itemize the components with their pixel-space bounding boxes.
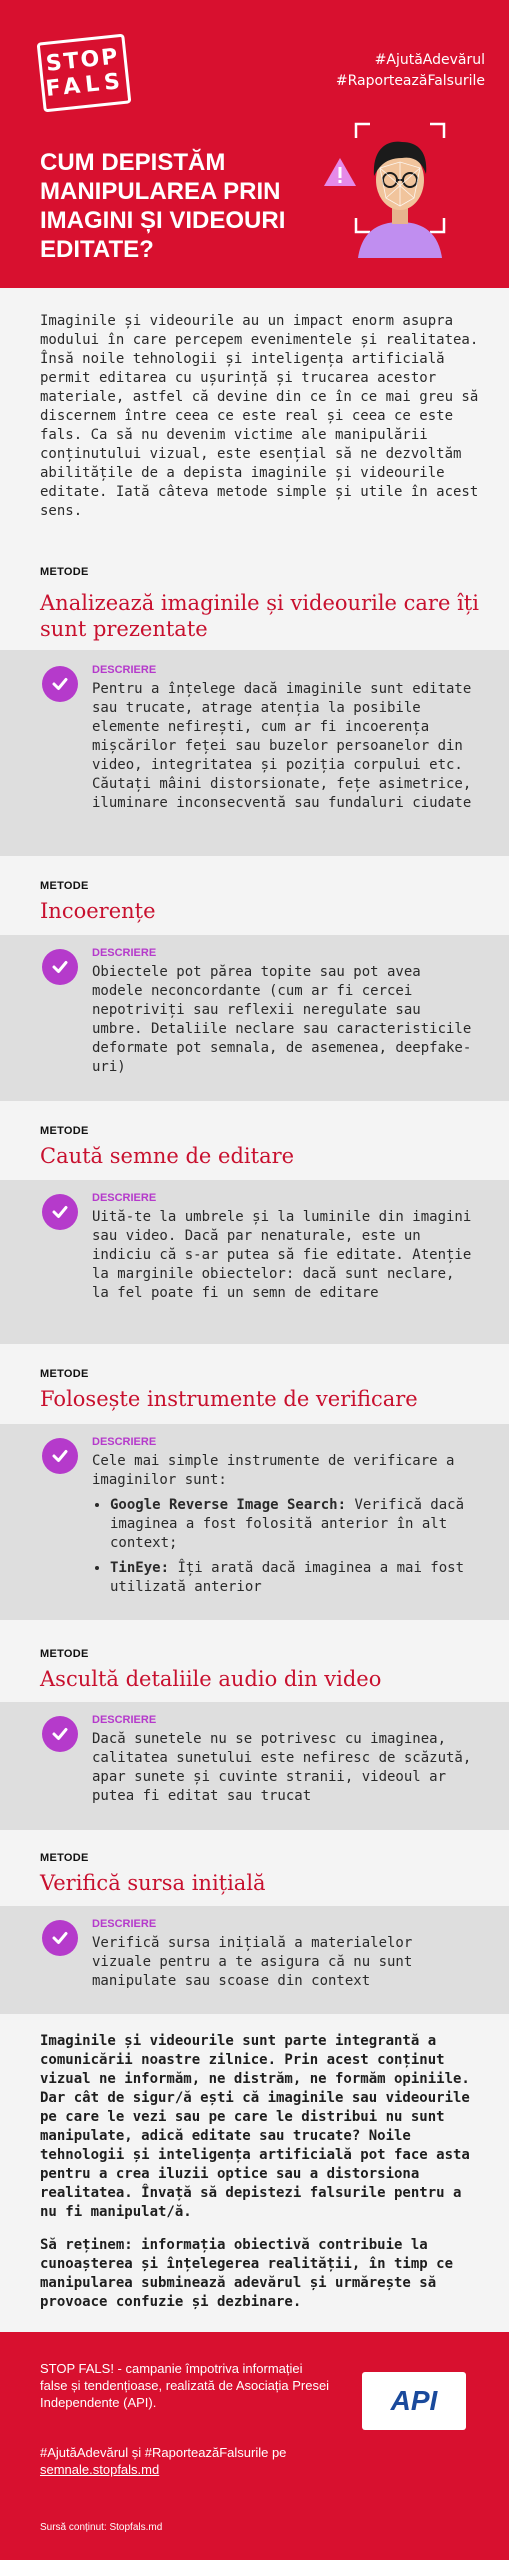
tool-name: Google Reverse Image Search: — [110, 1497, 347, 1513]
method-1-desc-text: Pentru a înțelege dacă imaginile sunt editate sau trucate, atrage atenția la posibile elemente nefirești, cum ar fi incoerența mișcărilor feței sau buzelor persoanelor din video, integritatea și poziția corpului etc. Căutați mâini distorsionate, fețe asimetrice, iluminare inconsecventă sau fundaluri ciudate — [92, 681, 472, 811]
hashtag-ajuta-adevarul: #AjutăAdevărul — [374, 52, 485, 68]
method-5-desc-text: Dacă sunetele nu se potrivesc cu imaginea, calitatea sunetului este nefiresc de scăzută, apar sunete și cuvinte stranii, videoul ar putea fi editat sau trucat — [92, 1731, 472, 1804]
method-4-desc-label: DESCRIERE — [92, 1436, 157, 1448]
method-4-title: Folosește instrumente de verificare — [40, 1387, 418, 1411]
method-1-title: Analizează imaginile și videourile care îți sunt prezentate — [40, 591, 479, 641]
method-5-desc-label: DESCRIERE — [92, 1714, 157, 1726]
method-2-description-band — [0, 935, 509, 1101]
semnale-link[interactable]: semnale.stopfals.md — [40, 2462, 160, 2477]
check-icon — [42, 1438, 78, 1474]
method-6-title: Verifică sursa inițială — [40, 1871, 266, 1895]
method-2-title: Incoerențe — [40, 899, 156, 923]
hashtag-raporteaza-falsurile: #RaporteazăFalsurile — [335, 73, 485, 89]
method-5-label: METODE — [40, 1648, 89, 1660]
method-6-label: METODE — [40, 1852, 89, 1864]
method-5-description-band — [0, 1702, 509, 1830]
footer-hashtags-text: #AjutăAdevărul și #RaporteazăFalsurile pe — [40, 2445, 287, 2460]
method-1-desc-label: DESCRIERE — [92, 664, 157, 676]
api-logo-text: API — [390, 2385, 438, 2416]
method-6-desc-label: DESCRIERE — [92, 1918, 157, 1930]
footer-banner — [0, 2332, 509, 2560]
method-6-description-band — [0, 1906, 509, 2014]
page-title: CUM DEPISTĂM MANIPULAREA PRIN IMAGINI ȘI VIDEOURI EDITATE? — [40, 149, 286, 263]
check-icon — [42, 1716, 78, 1752]
method-4-label: METODE — [40, 1368, 89, 1380]
logo-line-1: STOP — [44, 43, 121, 77]
method-3-desc-text: Uită-te la umbrele și la luminile din imagini sau video. Dacă par nenaturale, este un indiciu că s-ar putea să fie editate. Atenție la marginile obiectelor: dacă sunt neclare, la fel poate fi un semn de editare — [92, 1209, 472, 1301]
check-icon — [42, 949, 78, 985]
method-3-desc-label: DESCRIERE — [92, 1192, 157, 1204]
logo-line-2: FALS — [44, 68, 127, 102]
method-4-description-band — [0, 1424, 509, 1620]
tool-description: Verifică dacă imaginea a fost folosită anterior în alt context; — [110, 1497, 465, 1551]
method-2-label: METODE — [40, 880, 89, 892]
list-item — [110, 1496, 472, 1553]
face-scan-illustration-icon — [318, 118, 468, 258]
api-partner-logo — [362, 2372, 466, 2430]
stop-fals-logo — [37, 34, 132, 113]
check-icon — [42, 1920, 78, 1956]
content-source: Sursă conținut: Stopfals.md — [40, 2522, 163, 2533]
tool-description: Îți arată dacă imaginea a mai fost utilizată anterior — [110, 1560, 465, 1595]
method-6-desc-text: Verifică sursa inițială a materialelor vizuale pentru a te asigura că nu sunt manipulate sau scoase din context — [92, 1935, 413, 1989]
method-2-desc-text: Obiectele pot părea topite sau pot avea modele neconcordante (cum ar fi cercei nepotriviți sau reflexii neregulate sau umbre. Detaliile neclare sau caracteristicile deformate pot semnala, de asemenea, deepfake-uri) — [92, 964, 472, 1075]
method-3-title: Caută semne de editare — [40, 1144, 295, 1168]
method-4-desc-intro: Cele mai simple instrumente de verificare a imaginilor sunt: — [92, 1453, 455, 1488]
method-1-description-band — [0, 650, 509, 856]
method-3-label: METODE — [40, 1125, 89, 1137]
campaign-description: STOP FALS! - campanie împotriva informației false și tendențioase, realizată de Asociația Presei Independente (API). — [40, 2361, 330, 2410]
tool-name: TinEye: — [110, 1560, 170, 1576]
intro-paragraph: Imaginile și videourile au un impact enorm asupra modului în care percepem evenimentele și realitatea. Însă noile tehnologii și inteligența artificială permit editarea cu ușurință și trucarea acestor materiale, astfel că devine din ce în ce mai greu să discernem între ceea ce este real și ceea ce este fals. Ca să nu devenim victime ale manipulării conținutului vizual, este esențial să ne dezvoltăm abilitățile de a depista imaginile și videourile editate. Iată câteva metode simple și utile în acest sens. — [40, 313, 479, 519]
conclusion-paragraph-1: Imaginile și videourile sunt parte integrantă a comunicării noastre zilnice. Prin acest conținut vizual ne informăm, ne distrăm, ne formăm opiniile. Dar cât de sigur/ă ești că imaginile sau videourile pe care le vezi sau pe care le distribui nu sunt manipulate, adică editate sau trucate? Noile tehnologii și inteligența artificială pot face asta pentru a crea iluzii optice sau a distorsiona realitatea. Învață să depistezi falsurile pentru a nu fi manipulat/ă. — [40, 2033, 470, 2220]
conclusion-paragraph-2: Să reținem: informația obiectivă contribuie la cunoașterea și înțelegerea realității, în timp ce manipularea subminează adevărul și urmărește să provoace confuzie și dezbinare. — [40, 2237, 454, 2310]
method-3-description-band — [0, 1180, 509, 1344]
verification-tools-list — [92, 1496, 472, 1597]
method-5-title: Ascultă detaliile audio din video — [40, 1667, 382, 1691]
footer-hashtags — [40, 2444, 340, 2478]
header-banner — [0, 0, 509, 288]
check-icon — [42, 666, 78, 702]
list-item — [110, 1559, 472, 1597]
conclusion — [40, 2032, 480, 2326]
header-hashtags — [336, 50, 485, 92]
method-2-desc-label: DESCRIERE — [92, 947, 157, 959]
method-4-desc-text — [92, 1452, 472, 1603]
method-1-label: METODE — [40, 566, 89, 578]
check-icon — [42, 1194, 78, 1230]
